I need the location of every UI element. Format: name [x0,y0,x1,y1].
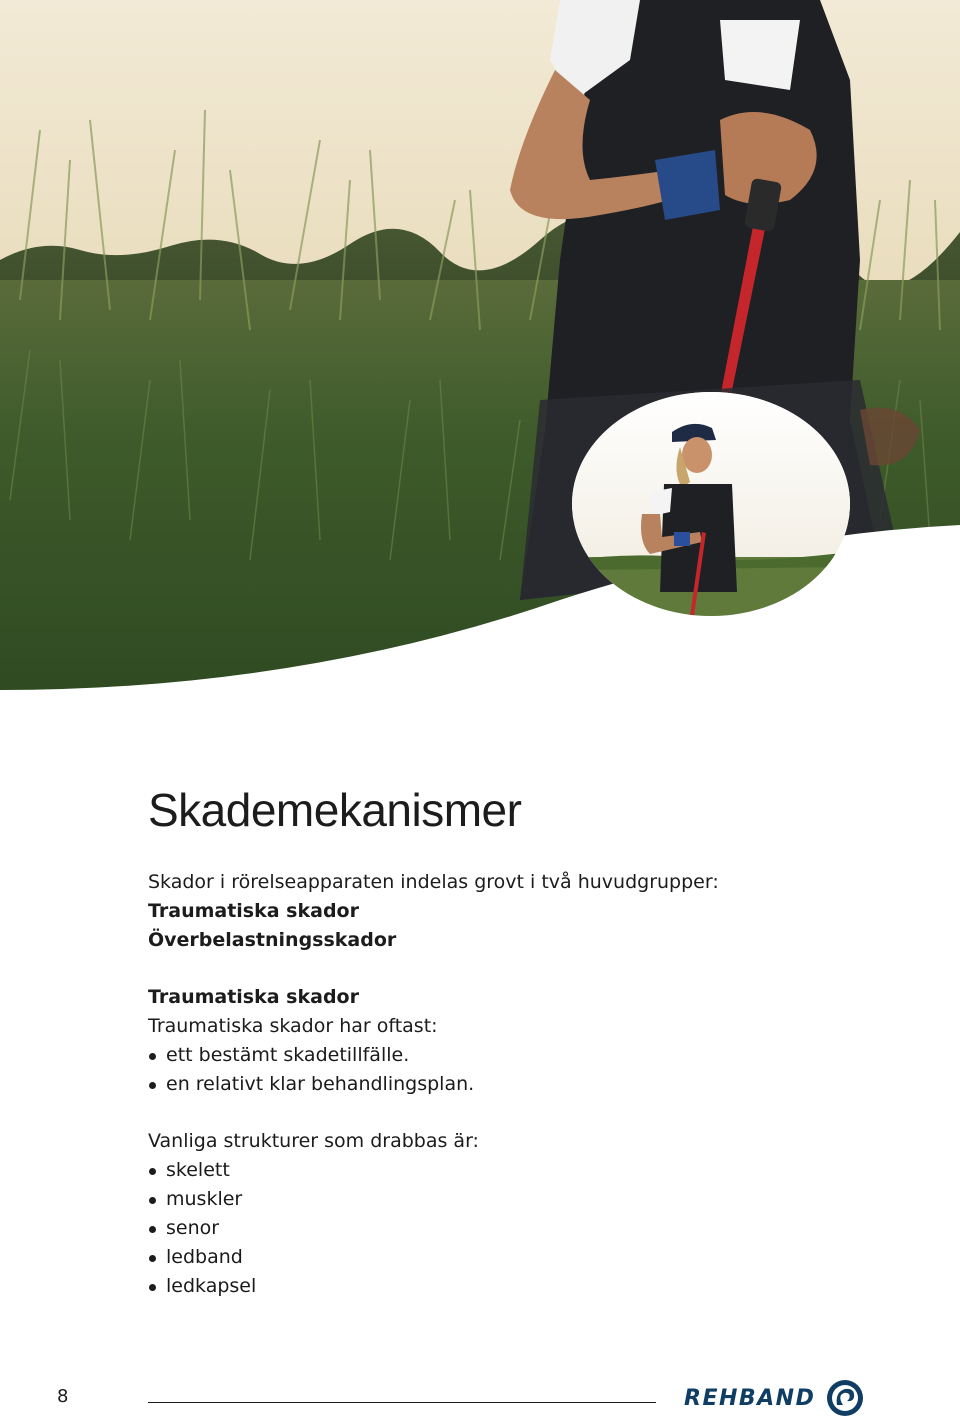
page-title: Skademekanismer [148,784,522,836]
list-item: ett bestämt skadetillfälle. [148,1041,908,1070]
section-heading-traumatic: Traumatiska skador [148,986,359,1008]
page-number: 8 [57,1386,69,1407]
rehband-logo-icon [825,1378,865,1418]
list-item: en relativt klar behandlingsplan. [148,1070,908,1099]
list-item: senor [148,1214,908,1243]
list-item: muskler [148,1185,908,1214]
hero-image [0,0,960,700]
section-lead-structures: Vanliga strukturer som drabbas är: [148,1130,479,1152]
footer-divider [148,1402,656,1403]
list-item: ledband [148,1243,908,1272]
inset-photo [572,392,850,616]
group-item-1: Traumatiska skador [148,900,359,922]
group-item-2: Överbelastningsskador [148,929,397,951]
structures-bullet-list [148,1156,908,1301]
section-lead-traumatic: Traumatiska skador har oftast: [148,1015,438,1037]
list-item: ledkapsel [148,1272,908,1301]
traumatic-bullet-list [148,1041,908,1099]
article-content [148,780,908,1301]
brand-wordmark: REHBAND [684,1385,816,1411]
intro-text: Skador i rörelseapparaten indelas grovt i två huvudgrupper: [148,871,719,893]
hero-photo [0,0,960,700]
inset-image [572,392,850,616]
list-item: skelett [148,1156,908,1185]
brand-logo [684,1378,865,1418]
